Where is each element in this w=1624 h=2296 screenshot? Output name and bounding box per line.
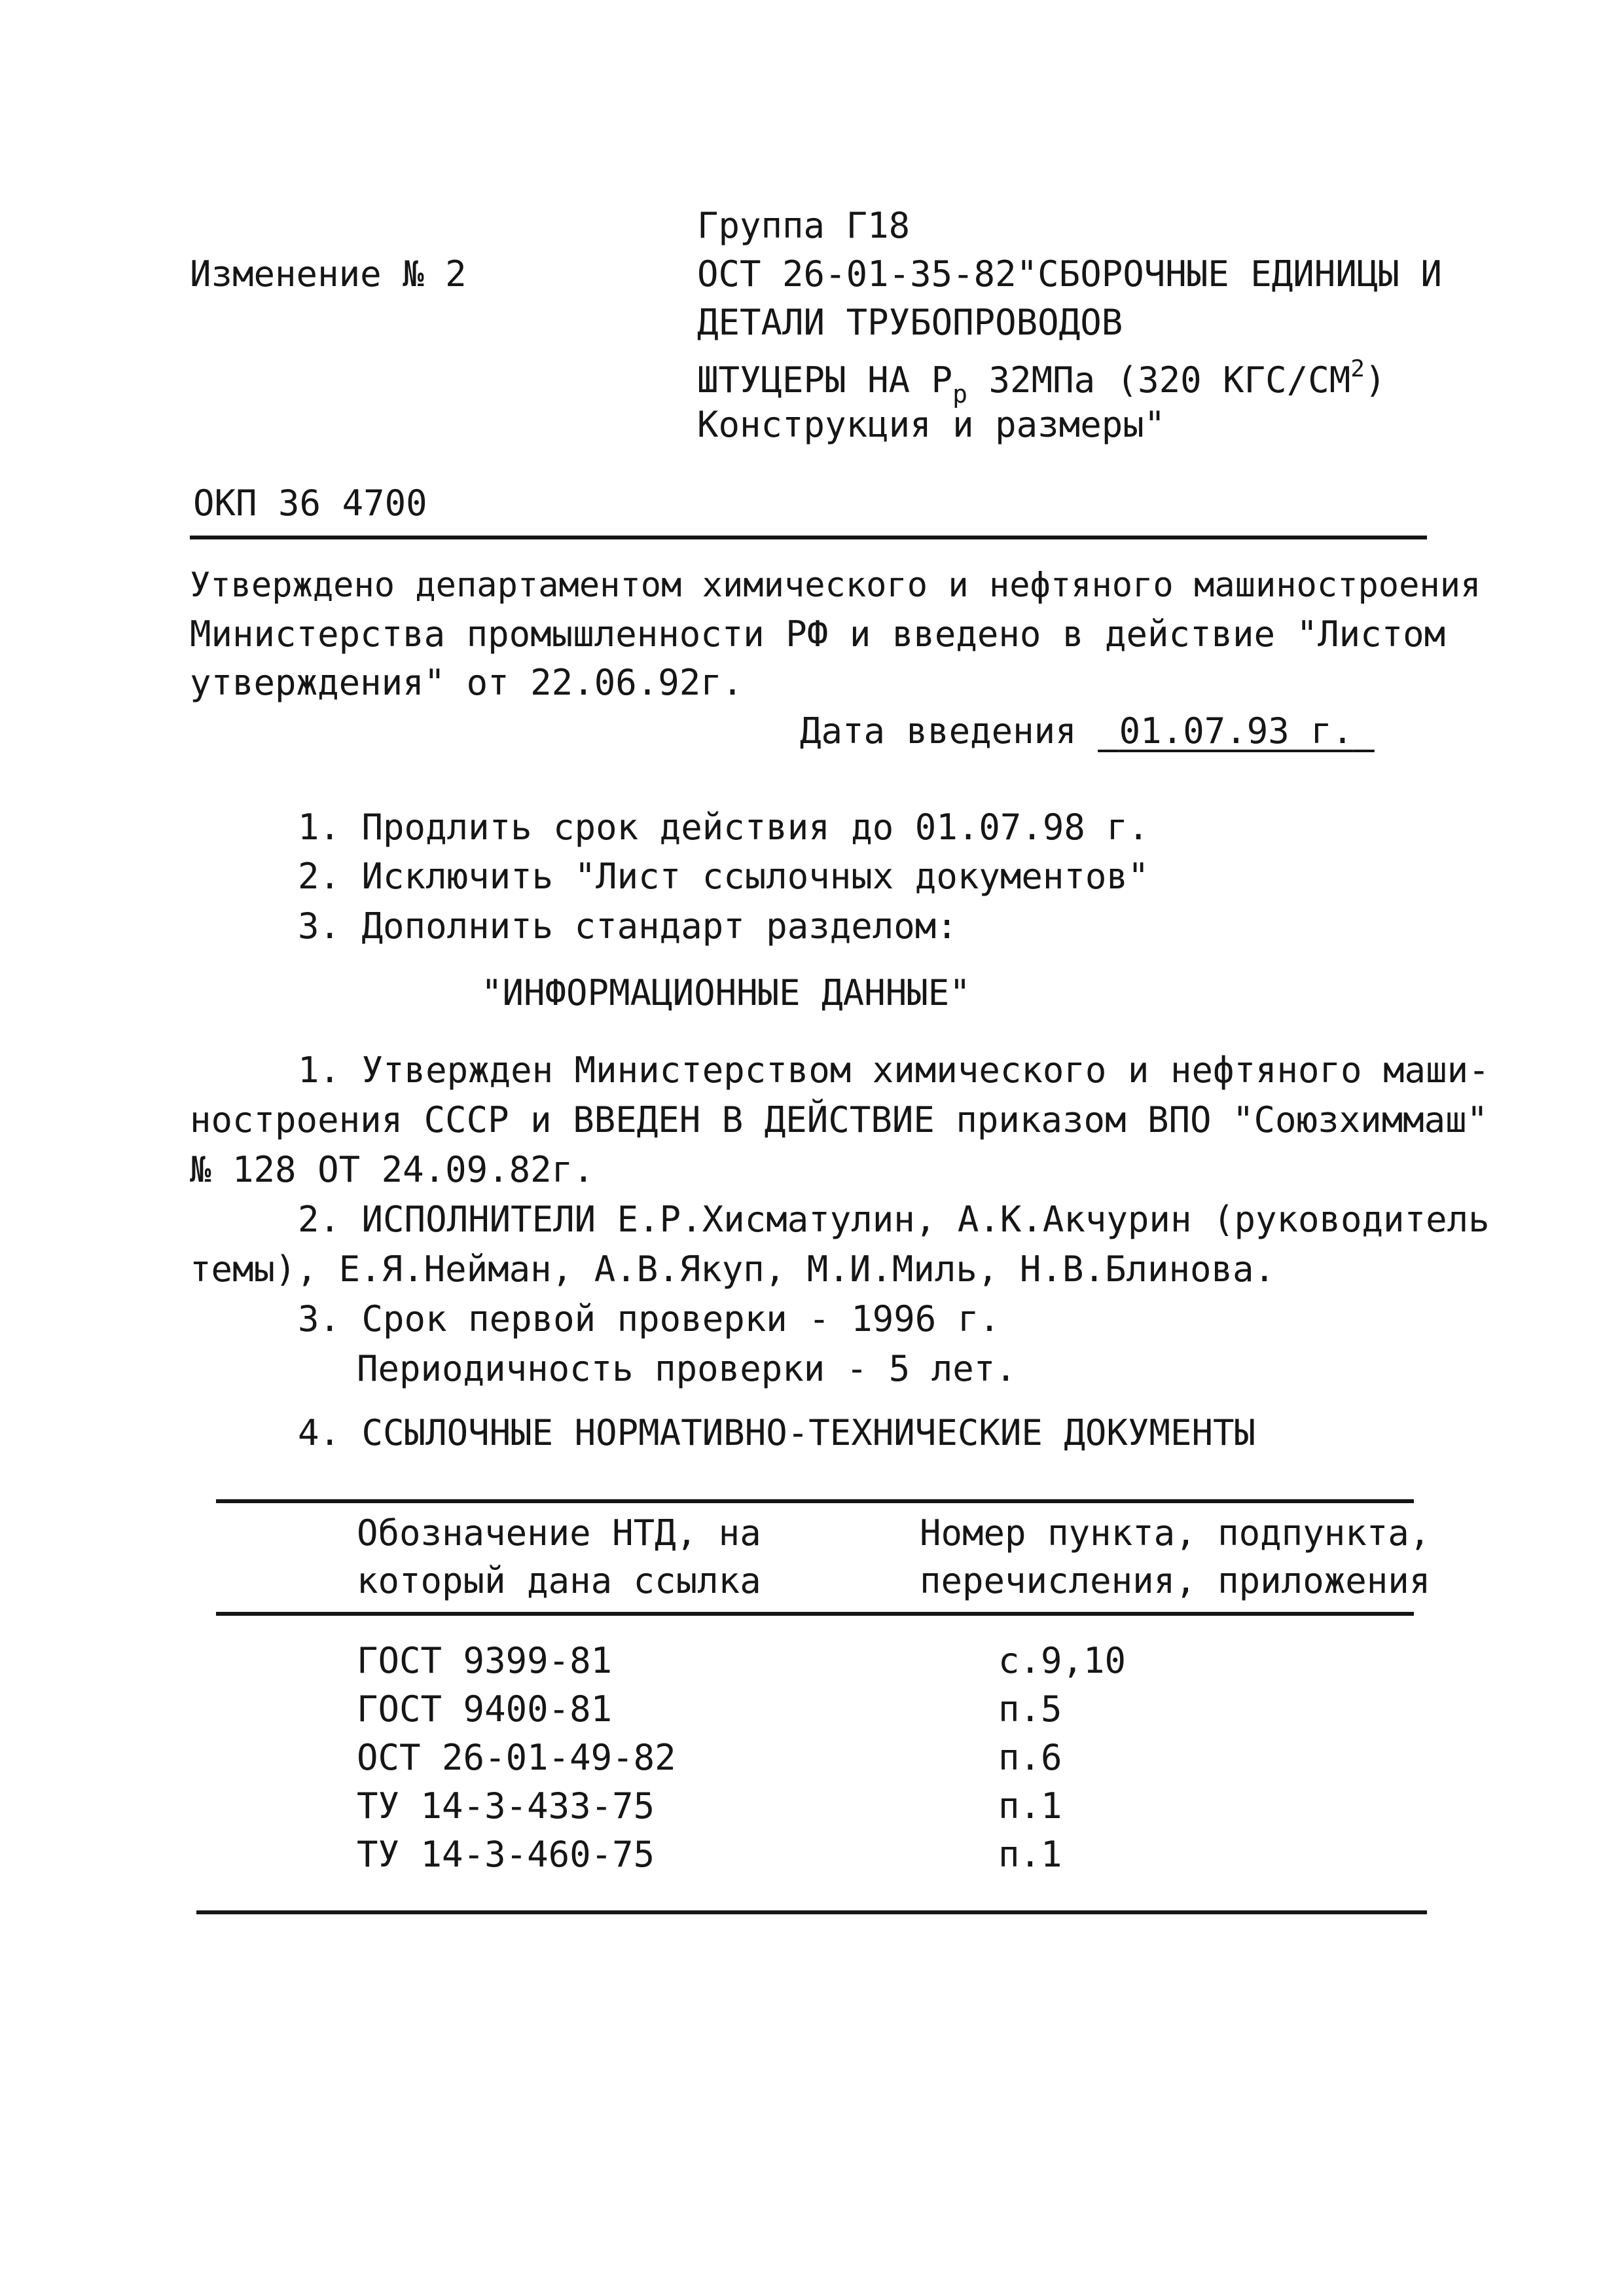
approval-line-3: утверждения" от 22.06.92г.	[190, 662, 744, 703]
table-row-5-ref: п.1	[998, 1834, 1062, 1875]
table-row-4-ref: п.1	[998, 1785, 1062, 1827]
change-number: Изменение № 2	[190, 253, 467, 295]
info-4: 4. ССЫЛОЧНЫЕ НОРМАТИВНО-ТЕХНИЧЕСКИЕ ДОКУМЕНТЫ	[298, 1412, 1255, 1453]
change-item-2: 2. Исключить "Лист ссылочных документов"	[298, 856, 1149, 897]
okp-code: ОКП 36 4700	[193, 483, 427, 524]
title-line-2: ДЕТАЛИ ТРУБОПРОВОДОВ	[697, 302, 1123, 343]
table-row-2-ref: п.5	[998, 1688, 1062, 1730]
info-3-line-2: Периодичность проверки - 5 лет.	[357, 1348, 1017, 1389]
info-2-line-2: темы), Е.Я.Нейман, А.В.Якуп, М.И.Миль, Н.В.Блинова.	[190, 1248, 1276, 1290]
table-col1-header-line-1: Обозначение НТД, на	[357, 1512, 761, 1554]
title-line-3-end: )	[1364, 359, 1386, 401]
table-col1-header-line-2: который дана ссылка	[357, 1560, 761, 1601]
info-1-line-3: № 128 ОТ 24.09.82г.	[190, 1149, 594, 1190]
intro-date	[800, 710, 1375, 752]
info-2-line-1: 2. ИСПОЛНИТЕЛИ Е.Р.Хисматулин, А.К.Акчурин (руководитель	[298, 1199, 1490, 1240]
intro-date-value: 01.07.93 г.	[1119, 710, 1354, 752]
table-row-4-doc: ТУ 14-3-433-75	[357, 1785, 655, 1827]
group-label: Группа Г18	[697, 205, 911, 246]
table-row-5-doc: ТУ 14-3-460-75	[357, 1834, 655, 1875]
table-row-3-ref: п.6	[998, 1737, 1062, 1778]
title-line-3-pre: ШТУЦЕРЫ НА P	[697, 359, 953, 401]
table-row-1-ref: с.9,10	[998, 1640, 1127, 1681]
table-row-1-doc: ГОСТ 9399-81	[357, 1640, 613, 1681]
header-rule	[190, 536, 1427, 539]
table-row-2-doc: ГОСТ 9400-81	[357, 1688, 613, 1730]
title-line-3	[697, 357, 1386, 407]
table-row-3-doc: ОСТ 26-01-49-82	[357, 1737, 676, 1778]
table-bottom-rule	[196, 1910, 1427, 1914]
table-col2-header-line-1: Номер пункта, подпункта,	[920, 1512, 1431, 1554]
approval-line-1: Утверждено департаментом химического и нефтяного машиностроения	[190, 566, 1481, 605]
intro-date-label: Дата введения	[800, 710, 1077, 752]
change-item-3: 3. Дополнить стандарт разделом:	[298, 905, 958, 947]
info-1-line-2: ностроения СССР и ВВЕДЕН В ДЕЙСТВИЕ приказом ВПО "Союзхиммаш"	[190, 1099, 1489, 1140]
table-top-rule	[216, 1499, 1414, 1503]
info-3-line-1: 3. Срок первой проверки - 1996 г.	[298, 1298, 1000, 1339]
title-line-4: Конструкция и размеры"	[697, 404, 1166, 445]
info-1-line-1: 1. Утвержден Министерством химического и нефтяного маши-	[298, 1049, 1490, 1091]
title-line-3-sub: p	[952, 380, 968, 409]
title-line-3-sup: 2	[1350, 355, 1365, 382]
title-line-1: ОСТ 26-01-35-82"СБОРОЧНЫЕ ЕДИНИЦЫ И	[697, 253, 1442, 295]
table-col2-header-line-2: перечисления, приложения	[920, 1560, 1431, 1601]
approval-line-2: Министерства промышленности РФ и введено в действие "Листом	[190, 613, 1446, 655]
table-header-rule	[216, 1612, 1414, 1616]
section-title: "ИНФОРМАЦИОННЫЕ ДАННЫЕ"	[481, 972, 971, 1013]
title-line-3-mid: 32МПа (320 КГС/СМ	[967, 359, 1351, 401]
change-item-1: 1. Продлить срок действия до 01.07.98 г.	[298, 807, 1149, 848]
